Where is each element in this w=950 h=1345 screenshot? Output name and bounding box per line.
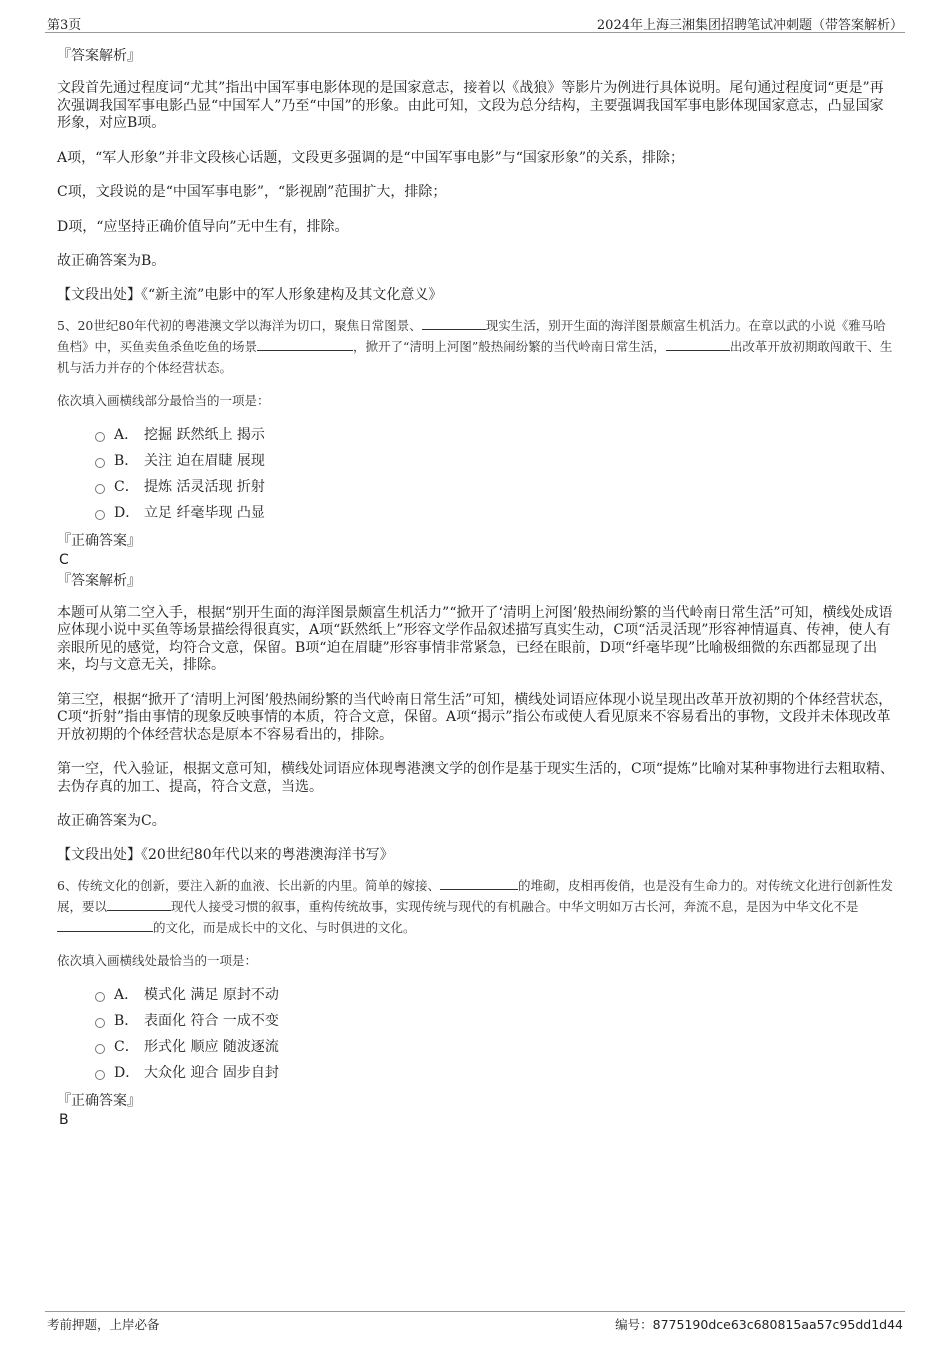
question-5-prompt: 依次填入画横线部分最恰当的一项是： — [57, 392, 270, 408]
option-b[interactable]: B． 关注 迫在眉睫 展现 — [95, 447, 897, 473]
correct-answer: C — [59, 551, 69, 568]
question-5-stem: 5、20世纪80年代初的粤港澳文学以海洋为切口，聚焦日常图景、 现实生活，别开生面的海洋图景颇富生机活力。在章以武的小说《雅马哈鱼档》中，买鱼卖鱼杀鱼吃鱼的场景 ，掀开了“清明上河图”般热闹纷繁的当代岭南日常生活， 出改革开放初期敢闯敢干、生机与活力并存的个体经营状态。 — [57, 317, 893, 375]
analysis-label: 『答案解析』 — [57, 572, 141, 589]
option-d[interactable]: D． 立足 纤毫毕现 凸显 — [95, 499, 897, 525]
analysis-paragraph: 本题可从第二空入手，根据“别开生面的海洋图景颇富生机活力”“掀开了‘清明上河图’般热闹纷繁的当代岭南日常生活”可知，横线处成语应体现小说中买鱼等场景描绘得很真实，A项“跃然纸上”形容文学作品叙述描写真实生动，C项“活灵活现”形容神情逼真、传神，使人有亲眼所见的感觉，均符合文意，保留。B项“迫在眉睫”形容事情非常紧急，已经在眼前，D项“纤毫毕现”比喻极细微的东西都显现了出来，均与文意无关，排除。 — [57, 604, 893, 673]
fill-blank-2 — [107, 898, 171, 911]
radio-icon[interactable] — [95, 510, 105, 520]
analysis-option-d: D项，“应坚持正确价值导向”无中生有，排除。 — [57, 218, 349, 235]
analysis-paragraph: 文段首先通过程度词“尤其”指出中国军事电影体现的是国家意志，接着以《战狼》等影片为例进行具体说明。尾句通过程度词“更是”再次强调我国军事电影凸显“中国军人”乃至“中国”的形象。由此可知，文段为总分结构，主要强调我国军事电影体现国家意志，凸显国家形象，对应B项。 — [57, 80, 884, 131]
passage-source: 【文段出处】《20世纪80年代以来的粤港澳海洋书写》 — [57, 846, 394, 863]
radio-icon[interactable] — [95, 1070, 105, 1080]
analysis-option-c: C项，文段说的是“中国军事电影”，“影视剧”范围扩大，排除； — [57, 184, 447, 200]
page-content — [57, 36, 897, 1129]
fill-blank-1 — [440, 877, 518, 890]
radio-icon[interactable] — [95, 484, 105, 494]
radio-icon[interactable] — [95, 1044, 105, 1054]
analysis-label: 『答案解析』 — [57, 48, 141, 64]
question-5-options — [95, 421, 897, 525]
page-number: 第3页 — [47, 18, 82, 33]
question-6-prompt: 依次填入画横线处最恰当的一项是： — [57, 952, 258, 968]
option-c[interactable]: C． 形式化 顺应 随波逐流 — [95, 1033, 897, 1059]
footer-slogan: 考前押题，上岸必备 — [47, 1317, 160, 1332]
fill-blank-3 — [57, 919, 153, 932]
analysis-paragraph: 第三空，根据“掀开了‘清明上河图’般热闹纷繁的当代岭南日常生活”可知，横线处词语应体现小说呈现出改革开放初期的个体经营状态，C项“折射”指由事情的现象反映事情的本质，符合文意，保留。A项“揭示”指公布或使人看见原来不容易看出的事物，文段并未体现改革开放初期的个体经营状态是原本不容易看出的，排除。 — [57, 691, 893, 743]
correct-answer: B — [59, 1111, 69, 1128]
radio-icon[interactable] — [95, 458, 105, 468]
option-c[interactable]: C． 提炼 活灵活现 折射 — [95, 473, 897, 499]
correct-answer-label: 『正确答案』 — [57, 532, 141, 549]
passage-source: 【文段出处】《“新主流”电影中的军人形象建构及其文化意义》 — [57, 286, 443, 303]
answer-conclusion: 故正确答案为C。 — [57, 813, 166, 829]
option-a[interactable]: A． 模式化 满足 原封不动 — [95, 981, 897, 1007]
document-title: 2024年上海三湘集团招聘笔试冲刺题（带答案解析） — [596, 18, 903, 33]
answer-conclusion: 故正确答案为B。 — [57, 253, 166, 269]
radio-icon[interactable] — [95, 1018, 105, 1028]
option-d[interactable]: D． 大众化 迎合 固步自封 — [95, 1059, 897, 1085]
question-6-options — [95, 981, 897, 1085]
option-b[interactable]: B． 表面化 符合 一成不变 — [95, 1007, 897, 1033]
fill-blank-1 — [422, 317, 486, 330]
radio-icon[interactable] — [95, 432, 105, 442]
page-header — [45, 10, 905, 33]
correct-answer-label: 『正确答案』 — [57, 1092, 141, 1109]
option-a[interactable]: A． 挖掘 跃然纸上 揭示 — [95, 421, 897, 447]
question-6-stem: 6、传统文化的创新，要注入新的血液、长出新的内里。简单的嫁接、 的堆砌，皮相再俊俏，也是没有生命力的。对传统文化进行创新性发展，要以 现代人接受习惯的叙事，重构传统故事，实现传统与现代的有机融合。中华文明如万古长河，奔流不息，是因为中华文化不是的文化，而是成长中的文化、与时俱进的文化。 — [57, 877, 893, 935]
analysis-paragraph: 第一空，代入验证，根据文意可知，横线处词语应体现粤港澳文学的创作是基于现实生活的，C项“提炼”比喻对某种事物进行去粗取精、去伪存真的加工、提高，符合文意，当选。 — [57, 761, 895, 795]
document-code: 编号：8775190dce63c680815aa57c95dd1d44 — [615, 1317, 903, 1332]
analysis-option-a: A项，“军人形象”并非文段核心话题，文段更多强调的是“中国军事电影”与“国家形象”的关系，排除； — [57, 149, 685, 166]
page-footer — [45, 1311, 905, 1332]
fill-blank-2 — [257, 338, 353, 351]
radio-icon[interactable] — [95, 992, 105, 1002]
fill-blank-3 — [666, 338, 730, 351]
